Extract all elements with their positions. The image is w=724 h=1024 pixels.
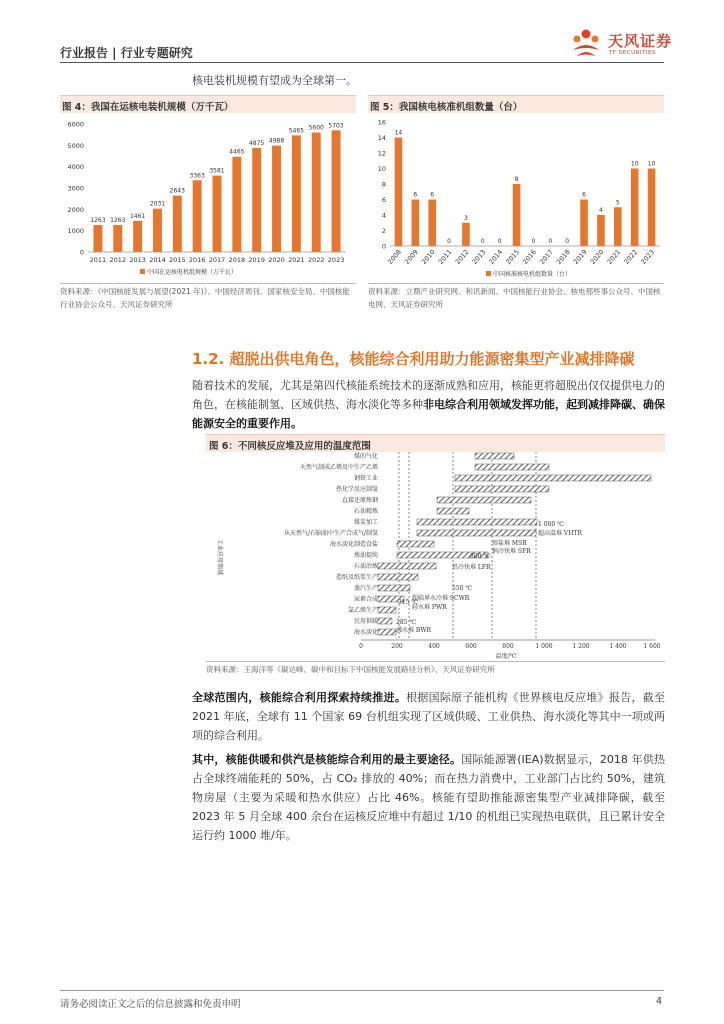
legend-label: 中国在运核电机组规模（万千瓦） — [147, 269, 238, 276]
data-label: 5703 — [328, 122, 344, 130]
y-tick-label: 4000 — [67, 163, 84, 172]
paragraph-2-emphasis: 全球范围内，核能综合利用探索持续推进。 — [192, 691, 407, 704]
data-label: 6 — [430, 191, 435, 199]
x-tick-label: 2011 — [89, 256, 107, 264]
bar — [113, 225, 122, 252]
y-tick-label: 0 — [79, 248, 84, 257]
x-tick: 0 — [359, 643, 363, 650]
x-tick: 400 — [428, 643, 440, 650]
body-paragraph-2 — [192, 688, 665, 745]
fig5-rule — [368, 283, 664, 284]
x-tick: 1 600 — [643, 643, 661, 650]
x-tick-label: 2016 — [188, 256, 206, 264]
fig6-temperature-chart — [206, 452, 665, 660]
bar — [395, 138, 403, 247]
data-label: 2643 — [169, 187, 185, 195]
x-tick-label: 2009 — [403, 248, 420, 266]
logo-mark-icon — [568, 26, 606, 60]
data-label: 4 — [599, 207, 603, 214]
page-number: 4 — [656, 996, 663, 1007]
y-tick-label: 14 — [377, 134, 386, 142]
bar — [631, 169, 639, 247]
bar — [213, 176, 222, 252]
bar — [332, 130, 341, 252]
y-tick-label: 6000 — [67, 120, 84, 129]
annotation: 沸水堆 BWR — [396, 627, 432, 634]
annotation: 铅冷快堆 LFR — [452, 564, 491, 571]
fig6-rule — [206, 661, 665, 662]
y-tick-label: 6 — [381, 196, 386, 204]
data-label: 1263 — [110, 217, 126, 225]
data-label: 6 — [582, 191, 586, 199]
fig4-source: 资料来源：《中国核能发展与展望(2021 年)》、中国经济周刊、国家核安全局、中国核能行业协会公众号、天风证券研究所 — [60, 287, 350, 309]
report-category: 行业报告 | 行业专题研究 — [60, 46, 193, 60]
bar — [292, 135, 301, 252]
x-tick-label: 2014 — [487, 248, 505, 266]
y-tick-label: 8 — [381, 180, 386, 189]
fig6-title-bar — [206, 434, 665, 452]
x-tick-label: 2011 — [436, 248, 454, 266]
legend-swatch — [486, 271, 491, 276]
data-label: 10 — [647, 160, 656, 168]
intro-text: 核电装机规模有望成为全球第一。 — [192, 74, 357, 87]
x-tick: 1 000 — [535, 643, 553, 650]
y-tick-label: 12 — [377, 149, 386, 158]
x-tick-label: 2018 — [554, 248, 572, 266]
app-label: 尿素合成 — [353, 596, 378, 603]
y-tick-label: 10 — [377, 165, 386, 173]
bar — [648, 169, 656, 247]
x-tick-label: 2008 — [386, 248, 403, 266]
data-label: 4988 — [268, 137, 285, 145]
x-tick-label: 2019 — [571, 248, 589, 266]
x-tick-label: 2012 — [109, 256, 127, 264]
fig4-title-bar — [60, 95, 356, 113]
data-label: 8 — [514, 176, 519, 183]
x-tick: 800 — [502, 643, 514, 650]
app-label: 煤炭加工 — [353, 519, 378, 526]
y-tick-label: 2 — [381, 227, 386, 235]
fig6-source: 资料来源：王海洋等《碳达峰、碳中和目标下中国核能发展路径分析》、天风证券研究所 — [206, 665, 495, 674]
app-label: 直接还原炼钢 — [341, 497, 378, 504]
paragraph-1-text: 随着技术的发展，尤其是第四代核能系统技术的逐渐成熟和应用，核能更将超脱出仅仅提供电力的角色，在核能制氢、区域供热、海水淡化等多种 — [192, 379, 665, 411]
data-label: 4875 — [249, 140, 265, 147]
y-tick-label: 5000 — [67, 141, 84, 150]
fig4-bar-chart — [60, 114, 350, 282]
data-label: 4465 — [229, 148, 245, 156]
x-tick-label: 2022 — [307, 256, 325, 264]
x-tick-label: 2014 — [149, 256, 166, 264]
data-label: 2031 — [149, 200, 166, 208]
fig6-x-axis-label: 温度/℃ — [495, 653, 517, 660]
x-tick-label: 2017 — [208, 256, 226, 264]
x-tick-label: 2015 — [169, 256, 186, 264]
data-label: 0 — [480, 238, 485, 245]
fig5-bar-chart — [368, 114, 664, 282]
body-paragraph-3 — [192, 750, 665, 845]
x-tick-label: 2015 — [504, 248, 522, 266]
footer-divider — [60, 990, 664, 991]
data-label: 0 — [548, 238, 553, 245]
x-tick-label: 2021 — [605, 248, 623, 266]
x-tick-label: 2010 — [419, 248, 437, 266]
legend-swatch — [140, 269, 145, 274]
bar — [312, 133, 321, 252]
x-tick-label: 2013 — [470, 248, 488, 266]
logo-text-en: TF SECURITIES — [609, 50, 656, 56]
bar — [462, 223, 470, 246]
bar — [133, 221, 142, 252]
y-tick-label: 16 — [377, 118, 386, 127]
bar — [232, 157, 241, 252]
y-tick-label: 4 — [381, 211, 386, 220]
fig4-title: 图 4：我国在运核电装机规模（万千瓦） — [62, 102, 234, 113]
y-tick-label: 0 — [381, 242, 386, 251]
x-tick-label: 2020 — [268, 256, 285, 264]
fig4-rule — [60, 283, 356, 284]
annotation: 1 000 ℃ — [538, 521, 564, 528]
fig6-y-axis-label: 工业应用领域 — [216, 538, 223, 576]
data-label: 6 — [413, 191, 418, 199]
annotation: 超高温堆 VHTR — [538, 530, 582, 537]
paragraph-2-text: 根据国际原子能机构《世界核电反应堆》报告，截至 2021 年底，全球有 11 个国家 69 台机组实现了区域供暖、工业供热、海水淡化等其中一项或两项的综合利用。 — [192, 691, 666, 742]
x-tick-label: 2021 — [288, 256, 305, 264]
data-label: 0 — [447, 238, 451, 245]
paragraph-1-emphasis: 非电综合利用领域发挥功能，起到减排降碳、确保能源安全的重要作用。 — [192, 398, 665, 430]
data-label: 10 — [630, 160, 639, 168]
paragraph-3-emphasis: 其中，核能供暖和供汽是核能综合利用的最主要途径。 — [192, 753, 462, 766]
footer-disclaimer: 请务必阅读正文之后的信息披露和免责申明 — [60, 999, 241, 1010]
app-label: 石油精炼 — [353, 508, 378, 515]
logo-text-cn: 天风证券 — [608, 32, 673, 50]
x-tick-label: 2023 — [327, 256, 345, 264]
data-label: 5 — [615, 199, 620, 207]
bar — [614, 207, 622, 246]
data-label: 3581 — [209, 167, 225, 175]
app-label: 热化学反应制氢 — [335, 486, 378, 493]
data-label: 0 — [531, 238, 536, 245]
fig5-title-bar — [368, 95, 664, 113]
data-label: 0 — [497, 238, 502, 245]
fig5-source: 资料来源：立鼎产业研究网、和讯新闻、中国核能行业协会、核电那些事公众号、中国核电网、天风证券研究所 — [368, 287, 661, 309]
y-tick-label: 2000 — [67, 205, 84, 214]
x-tick-label: 2023 — [639, 248, 657, 266]
bar — [193, 180, 202, 252]
data-label: 3363 — [189, 172, 205, 180]
x-tick-label: 2012 — [453, 248, 471, 266]
app-label: 海水淡化制造食盐 — [329, 541, 378, 548]
x-tick-label: 2020 — [588, 248, 606, 266]
app-label: 民用供暖 — [353, 618, 378, 625]
annotation: 钠冷快堆 SFR — [492, 548, 531, 555]
bar — [428, 200, 436, 247]
bar — [597, 215, 605, 246]
app-label: 天然气制成乙烯及中生产乙烯 — [299, 464, 378, 471]
y-tick-label: 3000 — [67, 184, 84, 193]
data-label: 5600 — [308, 124, 324, 132]
app-label: 煤的气化 — [353, 453, 378, 460]
app-label: 炼油提纯 — [353, 552, 378, 559]
x-tick-label: 2018 — [228, 256, 246, 264]
x-tick-label: 2022 — [622, 248, 640, 266]
header-divider — [60, 62, 664, 63]
bar — [252, 148, 261, 252]
company-logo — [568, 26, 678, 60]
x-tick: 200 — [391, 643, 403, 650]
x-tick-label: 2013 — [129, 256, 146, 264]
app-label: 石油冶炼 — [353, 563, 378, 570]
x-tick: 600 — [465, 643, 477, 650]
bar — [513, 184, 521, 246]
x-tick: 1 400 — [609, 643, 627, 650]
annotation: 超临界水冷堆 SCWR — [412, 595, 470, 602]
annotation: 315 ℃ — [398, 599, 419, 606]
annotation: 熔盐堆 MSR — [492, 540, 527, 547]
fig6-x-ticks — [359, 643, 661, 650]
data-label: 1461 — [129, 212, 146, 220]
data-label: 1263 — [90, 217, 106, 225]
data-label: 0 — [565, 238, 570, 245]
bar — [412, 200, 420, 247]
app-label: 从天然气/石脑油中生产合成气/制氢 — [283, 530, 378, 537]
app-label: 钢铁工业 — [353, 475, 378, 482]
section-paragraph-1 — [192, 376, 665, 433]
bar — [173, 196, 182, 252]
app-label: 海水淡化 — [353, 629, 378, 636]
bar — [153, 209, 162, 252]
fig6-annotations — [396, 521, 582, 634]
annotation: 285 ℃ — [396, 619, 417, 626]
x-tick-label: 2017 — [538, 248, 555, 266]
bar — [93, 225, 102, 252]
annotation: 550 ℃ — [452, 585, 473, 592]
x-tick-label: 2016 — [521, 248, 538, 266]
annotation: 800 ℃ — [470, 553, 491, 560]
x-tick: 1 200 — [572, 643, 590, 650]
legend-label: 中国核准核电机组数量（台） — [493, 271, 572, 278]
annotation: 轻水堆 PWR — [412, 604, 447, 611]
app-label: 蒸汽生产 — [353, 585, 378, 592]
x-tick-label: 2019 — [248, 256, 265, 264]
app-label: 氯乙烯生产 — [347, 607, 378, 614]
data-label: 3 — [464, 214, 468, 222]
app-label: 造纸及纸浆生产 — [335, 574, 378, 581]
y-tick-label: 1000 — [67, 227, 84, 236]
bar — [272, 146, 281, 252]
fig6-title: 图 6：不同核反应堆及应用的温度范围 — [209, 441, 371, 452]
data-label: 14 — [394, 129, 403, 137]
section-heading: 1.2. 超脱出供电角色，核能综合利用助力能源密集型产业减排降碳 — [192, 350, 635, 368]
fig5-title: 图 5：我国核电核准机组数量（台） — [370, 102, 523, 113]
data-label: 5465 — [288, 127, 305, 135]
paragraph-3-text: 国际能源署(IEA)数据显示，2018 年供热占全球终端能耗的 50%，占 CO₂ 排放的 40%；而在热力消费中，工业部门占比约 50%，建筑物房屋（主要为采暖和热水供应）占比 46%。核能有望助推能源密集型产业减排降碳，截至 2023 年 5 月全球 400 余台在运核反应堆中有超过 1/10 的机组已实现热电联供，且已累计安全运行约 1000 堆/年。 — [192, 753, 666, 842]
bar — [580, 200, 588, 247]
fig6-application-labels — [284, 452, 379, 636]
